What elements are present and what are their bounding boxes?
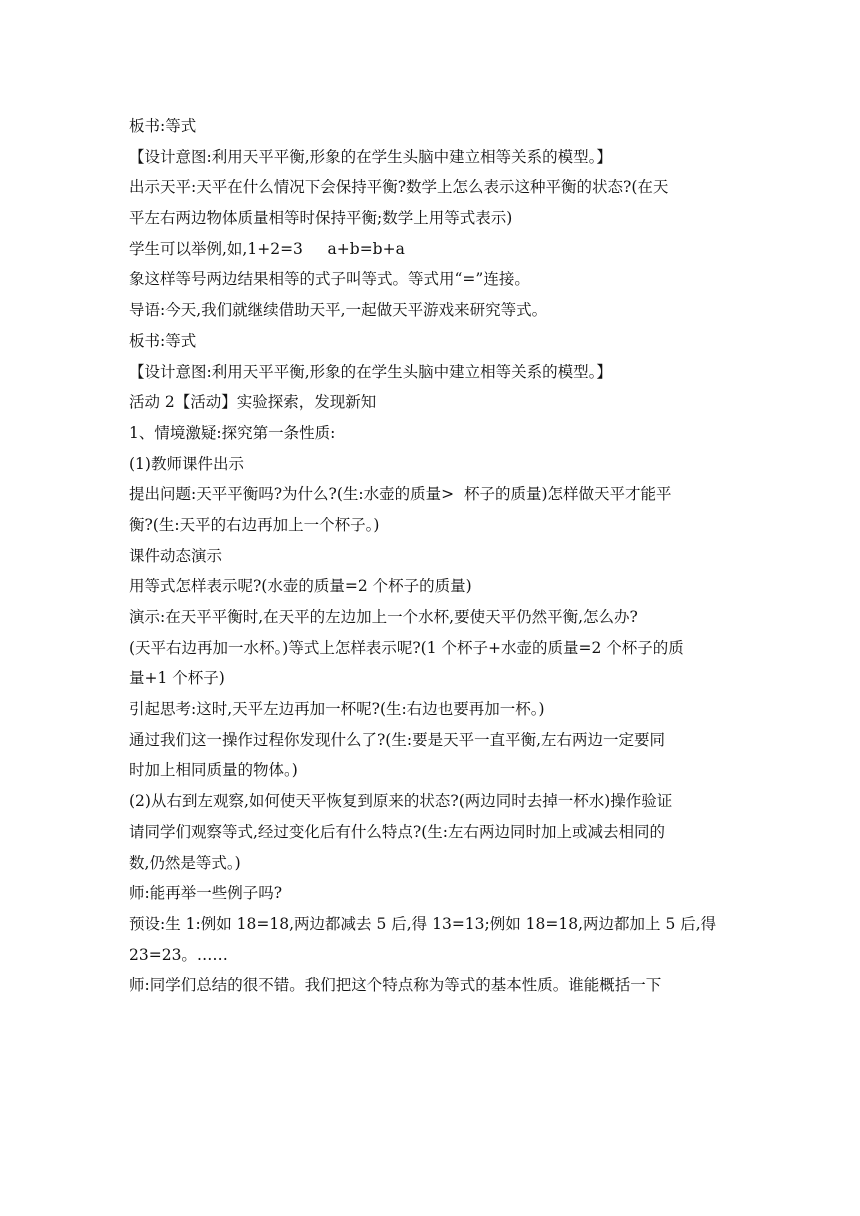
text-line: 学生可以举例,如,1+2=3 a+b=b+a bbox=[129, 239, 405, 258]
text-line: 数,仍然是等式。) bbox=[129, 853, 241, 872]
text-line: 师:能再举一些例子吗? bbox=[129, 884, 283, 903]
text-line: 板书:等式 bbox=[129, 117, 197, 135]
text-line: 请同学们观察等式,经过变化后有什么特点?(生:左右两边同时加上或减去相同的 bbox=[129, 822, 666, 841]
text-line: (2)从右到左观察,如何使天平恢复到原来的状态?(两边同时去掉一杯水)操作验证 bbox=[129, 792, 673, 811]
text-line: 板书:等式 bbox=[129, 331, 197, 350]
text-line: 通过我们这一操作过程你发现什么了?(生:要是天平一直平衡,左右两边一定要同 bbox=[129, 730, 666, 749]
text-line: 活动 2【活动】实验探索，发现新知 bbox=[129, 393, 377, 412]
text-line: 出示天平:天平在什么情况下会保持平衡?数学上怎么表示这种平衡的状态?(在天 bbox=[129, 178, 669, 197]
text-line: 衡?(生:天平的右边再加上一个杯子。) bbox=[129, 515, 380, 534]
text-line: (1)教师课件出示 bbox=[129, 454, 244, 473]
text-line: (天平右边再加一水杯。)等式上怎样表示呢?(1 个杯子+水壶的质量=2 个杯子的质 bbox=[129, 638, 684, 657]
text-line: 导语:今天,我们就继续借助天平,一起做天平游戏来研究等式。 bbox=[129, 301, 548, 320]
document-body bbox=[129, 111, 739, 1001]
text-line: 23=23。…… bbox=[129, 945, 228, 964]
text-line: 【设计意图:利用天平平衡,形象的在学生头脑中建立相等关系的模型。】 bbox=[129, 362, 612, 381]
text-line: 量+1 个杯子) bbox=[129, 669, 225, 688]
text-line: 课件动态演示 bbox=[129, 546, 223, 565]
text-line: 用等式怎样表示呢?(水壶的质量=2 个杯子的质量) bbox=[129, 577, 472, 596]
text-line: 时加上相同质量的物体。) bbox=[129, 761, 298, 780]
text-line: 【设计意图:利用天平平衡,形象的在学生头脑中建立相等关系的模型。】 bbox=[129, 147, 612, 166]
text-line: 提出问题:天平平衡吗?为什么?(生:水壶的质量> 杯子的质量)怎样做天平才能平 bbox=[129, 485, 672, 504]
text-line: 1、情境激疑:探究第一条性质: bbox=[129, 423, 336, 442]
text-line: 引起思考:这时,天平左边再加一杯呢?(生:右边也要再加一杯。) bbox=[129, 700, 545, 719]
text-line: 师:同学们总结的很不错。我们把这个特点称为等式的基本性质。谁能概括一下 bbox=[129, 976, 662, 995]
text-line: 平左右两边物体质量相等时保持平衡;数学上用等式表示) bbox=[129, 209, 513, 228]
text-line: 象这样等号两边结果相等的式子叫等式。等式用“=”连接。 bbox=[129, 270, 530, 289]
text-line: 预设:生 1:例如 18=18,两边都减去 5 后,得 13=13;例如 18=18,两边都加上 5 后,得 bbox=[129, 914, 717, 933]
text-line: 演示:在天平平衡时,在天平的左边加上一个水杯,要使天平仍然平衡,怎么办? bbox=[129, 608, 638, 626]
